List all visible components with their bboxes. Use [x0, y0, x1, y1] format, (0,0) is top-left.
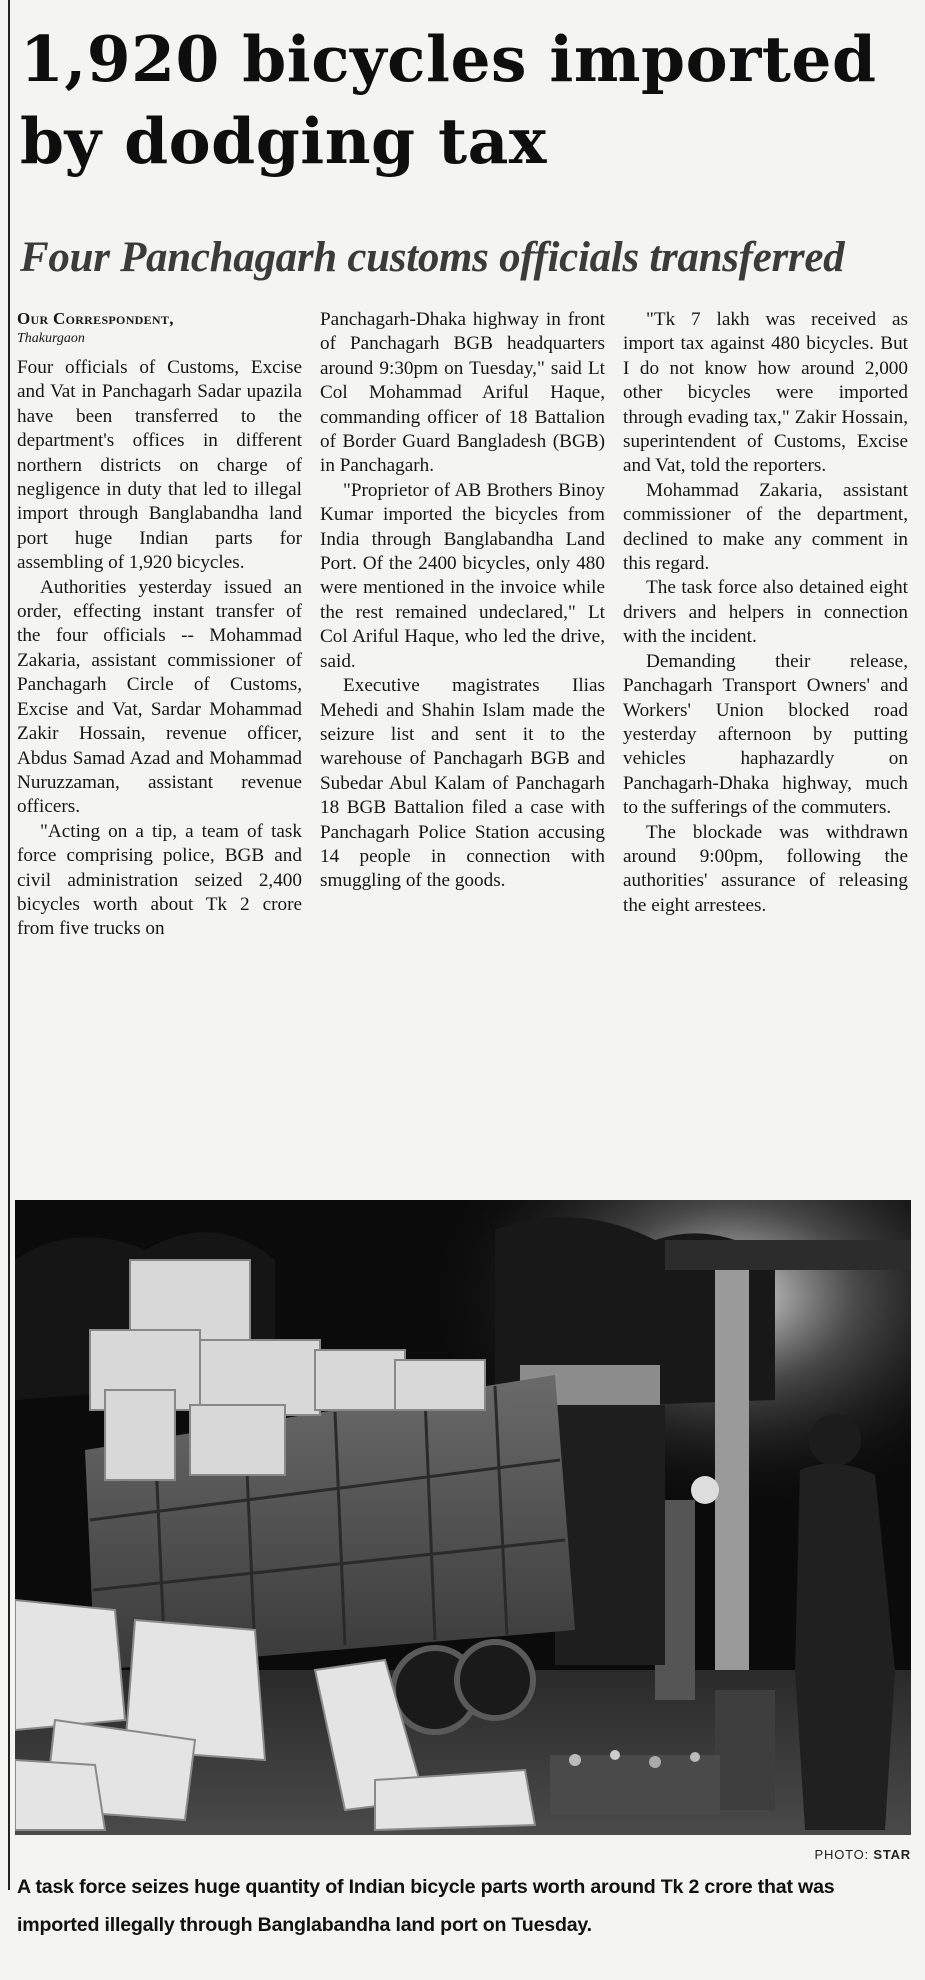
paragraph: The blockade was withdrawn around 9:00pm, following the authorities' assurance of releasing the eight arrestees.: [623, 821, 908, 916]
paragraph: The task force also detained eight drivers and helpers in connection with the incident.: [623, 577, 908, 648]
paragraph: Four officials of Customs, Excise and Vat in Panchagarh Sadar upazila have been transferred to the department's offices in different northern districts on charge of negligence in duty that led to illegal import through Banglabandha land port huge Indian parts for assembling of 1,920 bicycles.: [17, 357, 302, 574]
paragraph: Mohammad Zakaria, assistant commissioner of the department, declined to make any comment in this regard.: [623, 479, 908, 575]
paragraph: "Acting on a tip, a team of task force comprising police, BGB and civil administration seized 2,400 bicycles worth about Tk 2 crore from five trucks on: [17, 820, 302, 940]
photo-credit-label: PHOTO:: [814, 1847, 869, 1862]
paragraph: "Proprietor of AB Brothers Binoy Kumar imported the bicycles from India through Banglabandha Land Port. Of the 2400 bicycles, only 480 were mentioned in the invoice while the rest remained undeclared," Lt Col Ariful Haque, who led the drive, said.: [320, 479, 605, 672]
news-photo: [15, 1200, 911, 1835]
paragraph: Executive magistrates Ilias Mehedi and Shahin Islam made the seizure list and sent it to the warehouse of Panchagarh BGB and Subedar Abul Kalam of Panchagarh 18 BGB Battalion filed a case with Panchagarh Police Station accusing 14 people in connection with smuggling of the goods.: [320, 675, 605, 892]
photo-credit-source: STAR: [873, 1847, 911, 1862]
dateline: Thakurgaon: [17, 331, 85, 346]
paragraph: Panchagarh-Dhaka highway in front of Panchagarh BGB headquarters around 9:30pm on Tuesday," said Lt Col Mohammad Ariful Haque, commanding officer of 18 Battalion of Border Guard Bangladesh (BGB) in Panchagarh.: [320, 309, 605, 477]
photo-illustration: [15, 1200, 911, 1835]
page-rule: [8, 0, 10, 1890]
photo-caption: A task force seizes huge quantity of Indian bicycle parts worth around Tk 2 crore that was imported illegally through Banglabandha land port on Tuesday.: [17, 1876, 835, 1936]
paragraph: Demanding their release, Panchagarh Transport Owners' and Workers' Union blocked road yesterday afternoon by putting vehicles haphazardly on Panchagarh-Dhaka highway, much to the sufferings of the commuters.: [623, 650, 908, 819]
paragraph: Authorities yesterday issued an order, effecting instant transfer of the four officials -- Mohammad Zakaria, assistant commissioner of Panchagarh Circle of Customs, Excise and Vat, Sardar Mohammad Zakir Hossain, revenue officer, Abdus Samad Azad and Mohammad Nuruzzaman, assistant revenue officers.: [17, 576, 302, 818]
headline-line-1: 1,920 bicycles imported: [20, 22, 877, 96]
article-column-1: [17, 308, 302, 942]
photo-credit: [815, 1847, 911, 1862]
byline: Our Correspondent,: [17, 309, 174, 328]
headline: [20, 18, 910, 182]
headline-line-2: by dodging tax: [20, 104, 547, 178]
article-column-2: [320, 308, 605, 894]
paragraph: "Tk 7 lakh was received as import tax against 480 bicycles. But I do not know how around 2,000 other bicycles were imported through evading tax," Zakir Hossain, superintendent of Customs, Excise and Vat, told the reporters.: [623, 309, 908, 477]
article-column-3: [623, 308, 908, 918]
subheadline: Four Panchagarh customs officials transferred: [20, 234, 845, 281]
